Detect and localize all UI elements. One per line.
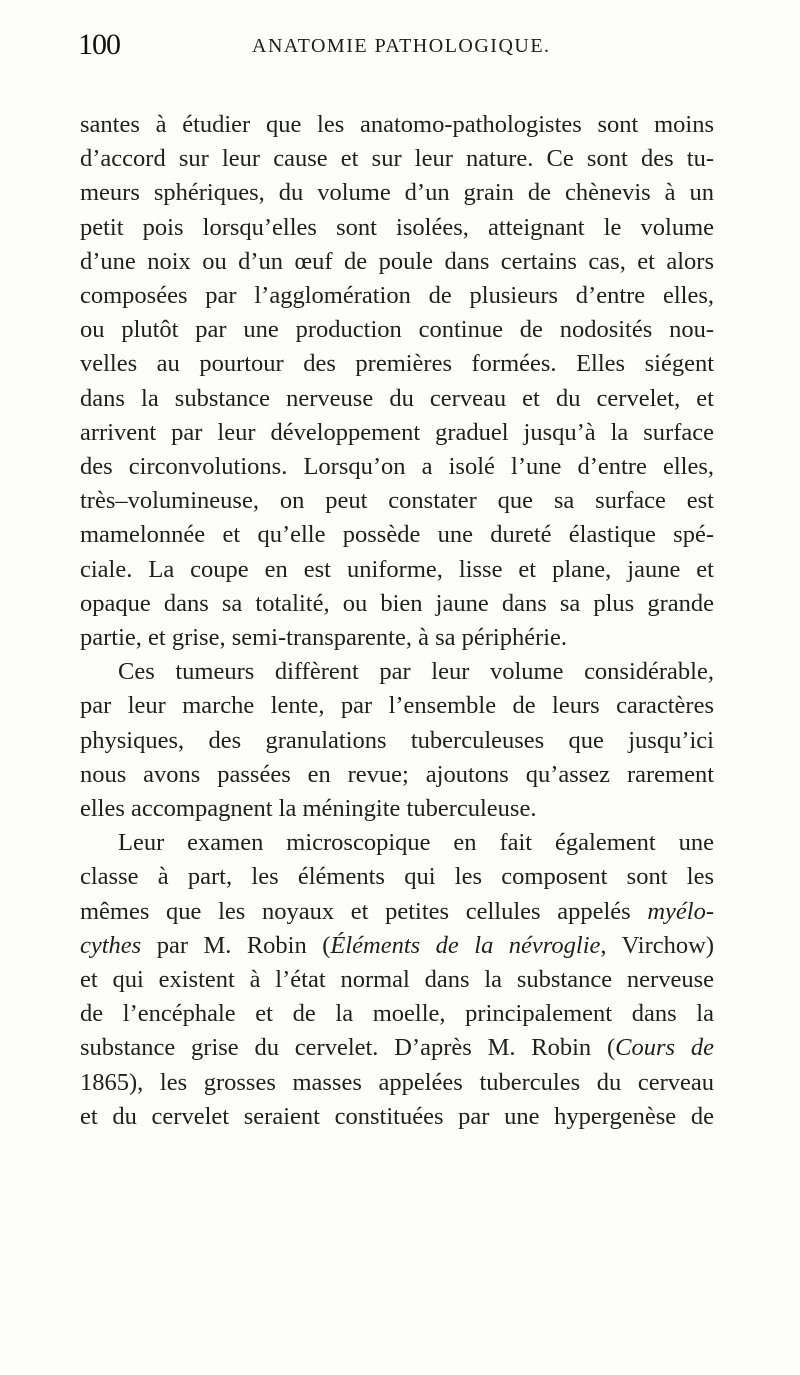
body-text: [80, 108, 714, 1134]
text-line: composées par l’agglomération de plusieurs d’entre elles,: [80, 282, 714, 310]
text-span: mêmes que les noyaux et petites cellules appelés: [80, 897, 648, 925]
italic-text: cythes: [80, 931, 142, 959]
text-line: opaque dans sa totalité, ou bien jaune dans sa plus grande: [80, 589, 714, 617]
text-line: physiques, des granulations tuberculeuses que jusqu’ici: [80, 726, 714, 754]
text-line: par leur marche lente, par l’ensemble de leurs caractères: [80, 692, 714, 720]
text-line: [80, 929, 714, 963]
text-line: dans la substance nerveuse du cerveau et du cervelet, et: [80, 384, 714, 412]
text-line: d’une noix ou d’un œuf de poule dans certains cas, et alors: [80, 247, 714, 275]
text-line: 1865), les grosses masses appelées tubercules du cerveau: [80, 1068, 714, 1096]
text-line: ciale. La coupe en est uniforme, lisse et plane, jaune et: [80, 555, 714, 583]
running-head: ANATOMIE PATHOLOGIQUE.: [252, 35, 551, 57]
text-line: classe à part, les éléments qui les composent sont les: [80, 863, 714, 891]
text-line: [80, 895, 714, 929]
text-line: meurs sphériques, du volume d’un grain de chènevis à un: [80, 179, 714, 207]
italic-text: Éléments de la névroglie: [330, 931, 601, 959]
text-line: très–volumineuse, on peut constater que sa surface est: [80, 487, 714, 515]
text-line: ou plutôt par une production continue de nodosités nou-: [80, 316, 714, 344]
italic-text: Cours de: [615, 1034, 714, 1062]
text-line: santes à étudier que les anatomo-pathologistes sont moins: [80, 111, 714, 138]
italic-text: myélo-: [647, 897, 714, 925]
text-line: de l’encéphale et de la moelle, principalement dans la: [80, 1000, 714, 1028]
page-header: [80, 30, 714, 70]
text-line: elles accompagnent la méningite tuberculeuse.: [80, 795, 537, 823]
text-span: substance grise du cervelet. D’après M. Robin (: [80, 1034, 616, 1062]
text-line: petit pois lorsqu’elles sont isolées, atteignant le volume: [80, 213, 714, 241]
text-line: Ces tumeurs diffèrent par leur volume considérable,: [118, 658, 714, 686]
text-line: et qui existent à l’état normal dans la substance nerveuse: [80, 966, 714, 994]
book-page: [80, 30, 714, 1134]
text-line: et du cervelet seraient constituées par une hypergenèse de: [80, 1102, 714, 1130]
text-line: [80, 1031, 714, 1065]
text-span: , Virchow): [600, 931, 714, 959]
text-line: nous avons passées en revue; ajoutons qu’assez rarement: [80, 760, 714, 788]
text-line: mamelonnée et qu’elle possède une dureté élastique spé-: [80, 521, 714, 549]
text-line: partie, et grise, semi-transparente, à sa périphérie.: [80, 624, 568, 652]
text-span: par M. Robin (: [141, 931, 331, 959]
text-line: des circonvolutions. Lorsqu’on a isolé l’une d’entre elles,: [80, 453, 714, 481]
text-line: d’accord sur leur cause et sur leur nature. Ce sont des tu-: [80, 145, 714, 173]
text-line: arrivent par leur développement graduel jusqu’à la surface: [80, 418, 714, 446]
page-number: 100: [78, 28, 120, 61]
text-line: velles au pourtour des premières formées. Elles siégent: [80, 350, 714, 378]
text-line: Leur examen microscopique en fait également une: [118, 829, 714, 857]
